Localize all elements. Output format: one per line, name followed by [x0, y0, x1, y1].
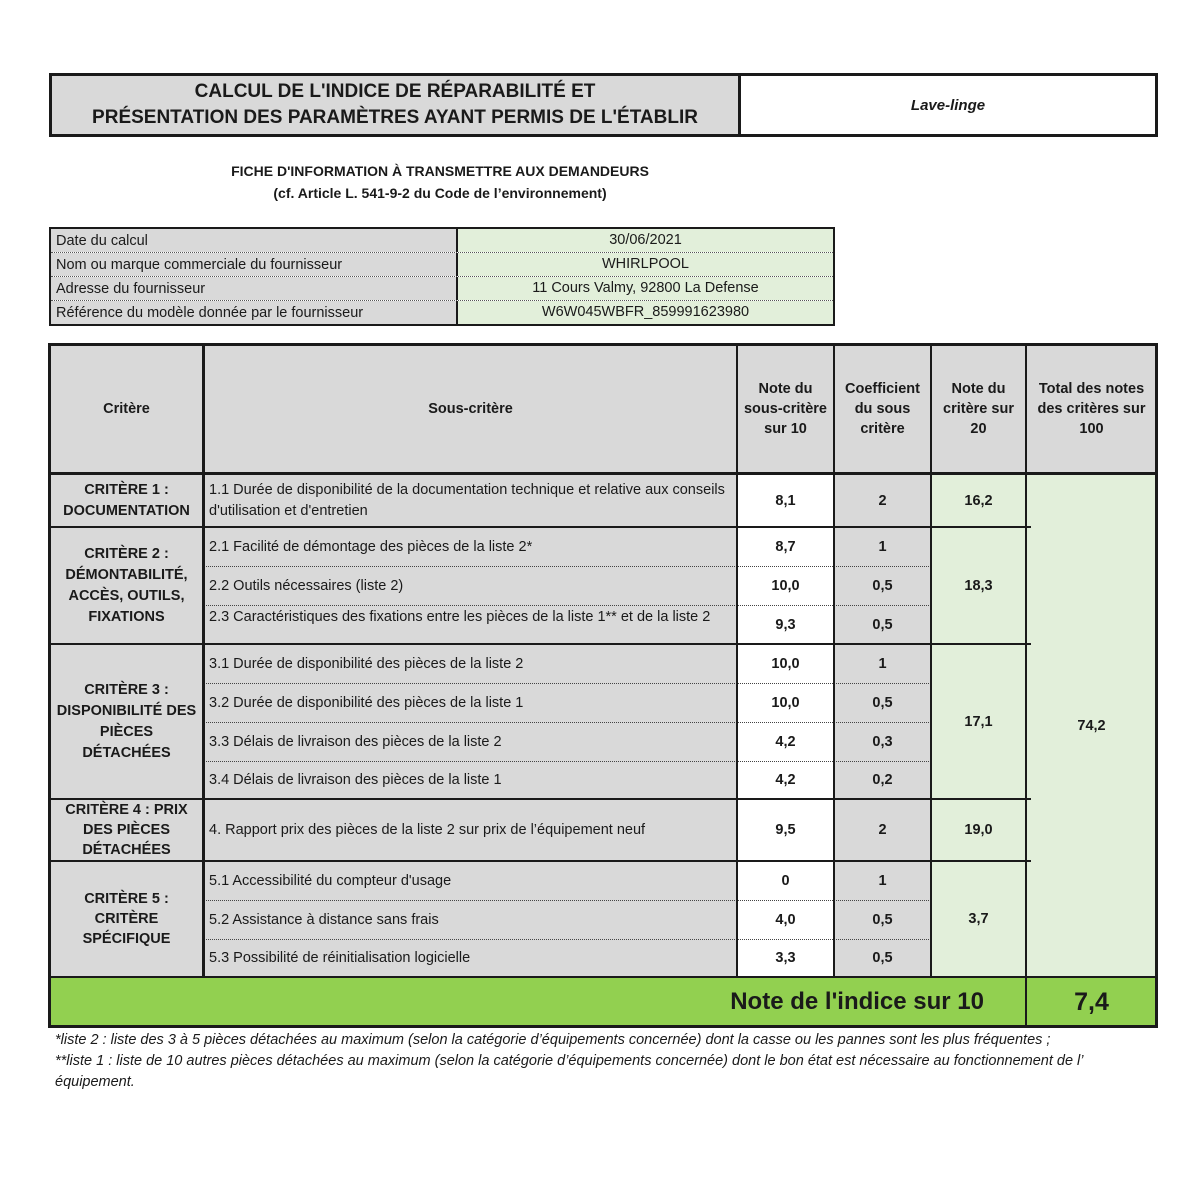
- row-divider: [204, 761, 931, 762]
- index-value: 7,4: [1026, 977, 1157, 1027]
- sub-criterion-coef: 0,5: [834, 939, 931, 977]
- table-border: [202, 343, 205, 977]
- sub-criterion-label: 3.1 Durée de disponibilité des pièces de la liste 2: [204, 644, 737, 683]
- criterion-4-score: 19,0: [931, 799, 1026, 861]
- table-border: [49, 1025, 1158, 1028]
- sub-criterion-label: 5.3 Possibilité de réinitialisation logicielle: [204, 939, 737, 977]
- info-label: Date du calcul: [51, 229, 458, 252]
- sub-criterion-note: 8,1: [775, 492, 796, 509]
- table-border: [49, 976, 1158, 978]
- sub-criterion-coef: 0,5: [834, 605, 931, 644]
- info-value: W6W045WBFR_859991623980: [458, 301, 833, 324]
- info-value: 11 Cours Valmy, 92800 La Defense: [458, 277, 833, 300]
- footnote-liste2: *liste 2 : liste des 3 à 5 pièces détachées au maximum (selon la catégorie d’équipements concernée) dont la casse ou les pannes sont les plus fréquentes ;: [55, 1032, 1051, 1048]
- sub-criterion-label: 2.2 Outils nécessaires (liste 2): [204, 566, 737, 605]
- table-border: [48, 343, 51, 1028]
- sub-criterion-coef: 0,2: [834, 761, 931, 799]
- criterion-3-score: 17,1: [931, 644, 1026, 799]
- sub-criterion-label: 2.3 Caractéristiques des fixations entre les pièces de la liste 1** et de la liste 2: [204, 605, 737, 644]
- criterion-1-name: CRITÈRE 1 : DOCUMENTATION: [49, 474, 204, 527]
- sub-criterion-note: 10,0: [771, 694, 800, 711]
- info-value: WHIRLPOOL: [458, 253, 833, 276]
- sub-criterion-note: 10,0: [771, 577, 800, 594]
- sub-criterion-coef: 1: [834, 861, 931, 900]
- sub-criterion-label: 1.1 Durée de disponibilité de la documentation technique et relative aux conseils d'utilisation et d'entretien: [204, 474, 737, 527]
- criterion-3-name: CRITÈRE 3 : DISPONIBILITÉ DES PIÈCES DÉTACHÉES: [49, 644, 204, 799]
- header-critere: Critère: [49, 344, 204, 474]
- row-divider: [204, 939, 931, 940]
- info-label: Référence du modèle donnée par le fournisseur: [51, 301, 458, 324]
- table-border: [49, 526, 1031, 528]
- row-divider: [204, 722, 931, 723]
- sub-criterion-label: 3.3 Délais de livraison des pièces de la liste 2: [204, 722, 737, 761]
- info-label: Nom ou marque commerciale du fournisseur: [51, 253, 458, 276]
- sub-criterion-note: 10,0: [771, 655, 800, 672]
- title-line-2: PRÉSENTATION DES PARAMÈTRES AYANT PERMIS DE L'ÉTABLIR: [92, 107, 698, 128]
- row-divider: [204, 900, 931, 901]
- header-note-critere: Note du critère sur 20: [931, 344, 1026, 474]
- header-coefficient: Coefficient du sous critère: [834, 344, 931, 474]
- row-divider: [204, 605, 931, 606]
- info-value: 30/06/2021: [458, 229, 833, 252]
- row-divider: [204, 683, 931, 684]
- sub-criterion-coef: 2: [834, 799, 931, 861]
- sub-criterion-label: 3.4 Délais de livraison des pièces de la liste 1: [204, 761, 737, 799]
- sub-criterion-coef: 1: [834, 527, 931, 566]
- sub-criterion-coef: 0,5: [834, 566, 931, 605]
- sub-criterion-coef: 2: [834, 474, 931, 527]
- sub-criterion-note: 8,7: [775, 538, 796, 555]
- sub-criterion-note: 4,2: [775, 733, 796, 750]
- sub-criterion-label: 5.1 Accessibilité du compteur d'usage: [204, 861, 737, 900]
- criterion-5-name: CRITÈRE 5 : CRITÈRE SPÉCIFIQUE: [49, 861, 204, 977]
- table-border: [1025, 343, 1027, 1028]
- sub-criterion-coef: 0,5: [834, 683, 931, 722]
- sub-criterion-note: 9,5: [775, 822, 796, 838]
- sub-criterion-note: 9,3: [775, 616, 796, 633]
- table-border: [49, 343, 1158, 346]
- table-border: [930, 343, 932, 977]
- table-border: [1155, 343, 1158, 1028]
- sub-criterion-label: 5.2 Assistance à distance sans frais: [204, 900, 737, 939]
- index-label: Note de l'indice sur 10: [49, 977, 1026, 1027]
- header-sous-critere: Sous-critère: [204, 344, 737, 474]
- sub-criterion-note: 0: [781, 872, 790, 889]
- subtitle-line-1: FICHE D'INFORMATION À TRANSMETTRE AUX DEMANDEURS: [231, 163, 649, 179]
- product-type: Lave-linge: [910, 96, 986, 114]
- row-divider: [204, 566, 931, 567]
- table-border: [49, 798, 1031, 800]
- sub-criterion-coef: 0,3: [834, 722, 931, 761]
- criterion-1-score: 16,2: [931, 474, 1026, 527]
- sub-criterion-note: 3,3: [775, 950, 796, 966]
- header-total: Total des notes des critères sur 100: [1026, 344, 1157, 474]
- footnote-liste1: **liste 1 : liste de 10 autres pièces détachées au maximum (selon la catégorie d’équipements concernée) dont le bon état est nécessaire au fonctionnement de l’ équipement.: [55, 1053, 1083, 1090]
- sub-criterion-label: 2.1 Facilité de démontage des pièces de la liste 2*: [204, 527, 737, 566]
- criterion-5-score: 3,7: [931, 861, 1026, 977]
- total-score: 74,2: [1026, 474, 1157, 977]
- sub-criterion-note: 4,2: [775, 772, 796, 788]
- criterion-2-score: 18,3: [931, 527, 1026, 644]
- table-border: [49, 472, 1158, 475]
- sub-criterion-coef: 0,5: [834, 900, 931, 939]
- table-border: [49, 643, 1031, 645]
- table-border: [736, 343, 738, 977]
- sub-criterion-note: 4,0: [775, 911, 796, 928]
- subtitle-line-2: (cf. Article L. 541-9-2 du Code de l’environnement): [273, 185, 607, 201]
- table-border: [833, 343, 835, 977]
- sub-criterion-label: 3.2 Durée de disponibilité des pièces de la liste 1: [204, 683, 737, 722]
- table-border: [49, 860, 1031, 862]
- info-label: Adresse du fournisseur: [51, 277, 458, 300]
- criterion-2-name: CRITÈRE 2 : DÉMONTABILITÉ, ACCÈS, OUTILS, FIXATIONS: [49, 527, 204, 644]
- sub-criterion-label: 4. Rapport prix des pièces de la liste 2 sur prix de l’équipement neuf: [204, 799, 737, 861]
- header-note-sous-critere: Note du sous-critère sur 10: [737, 344, 834, 474]
- criterion-4-name: CRITÈRE 4 : PRIX DES PIÈCES DÉTACHÉES: [49, 799, 204, 861]
- sub-criterion-coef: 1: [834, 644, 931, 683]
- title-line-1: CALCUL DE L'INDICE DE RÉPARABILITÉ ET: [194, 81, 596, 102]
